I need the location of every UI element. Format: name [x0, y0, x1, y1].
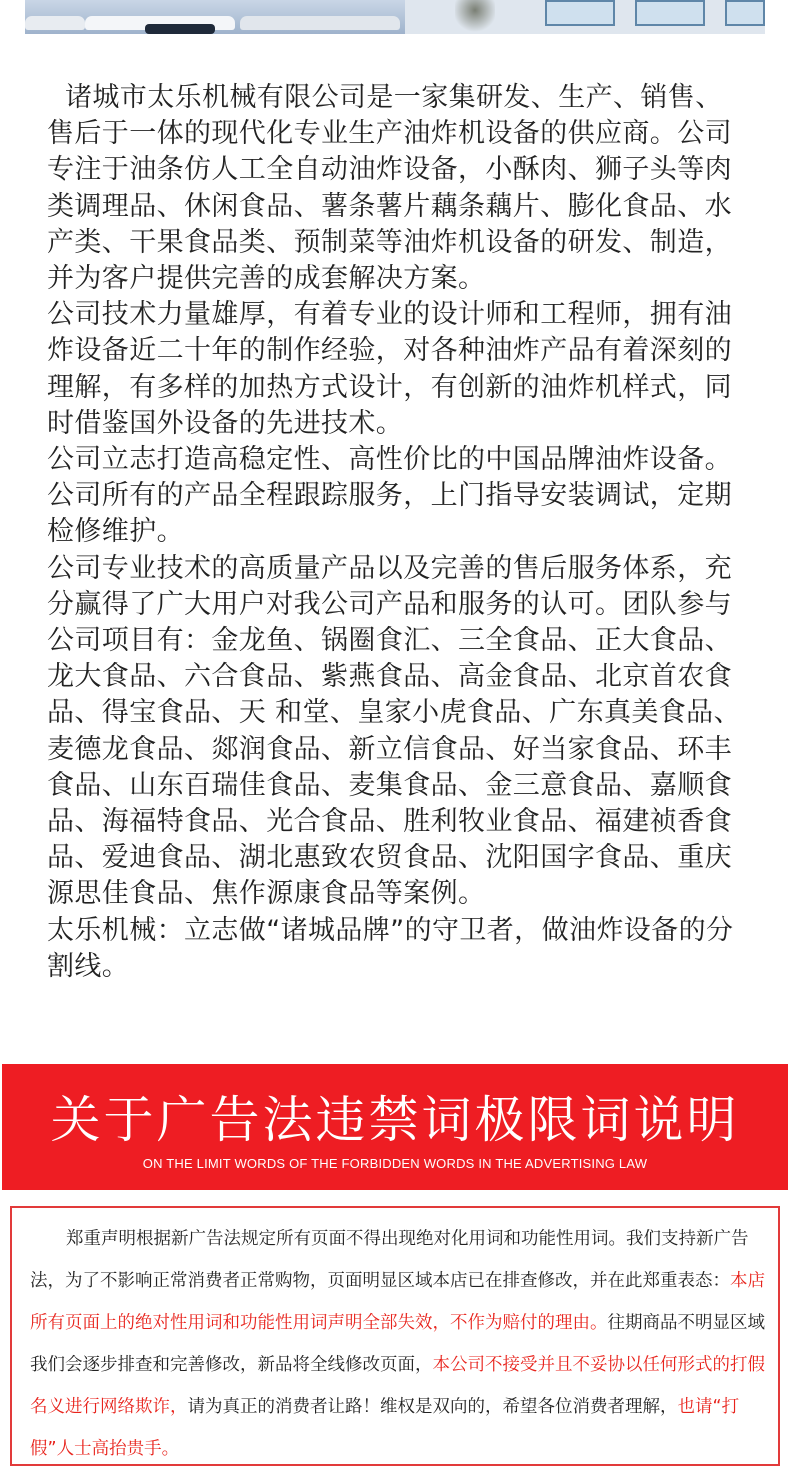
notice-box	[10, 1206, 780, 1466]
company-photo	[25, 0, 765, 34]
technology-paragraph: 公司技术力量雄厚，有着专业的设计师和工程师，拥有油炸设备近二十年的制作经验，对各种油炸产品有着深刻的理解，有多样的加热方式设计，有创新的油炸机样式，同时借鉴国外设备的先进技术。	[47, 299, 732, 439]
advertising-law-banner	[2, 1064, 788, 1190]
parked-car	[25, 16, 85, 30]
notice-statement: 郑重声明根据新广告法规定所有页面不得出现绝对化用词和功能性用词。我们支持新广告法，为了不影响正常消费者正常购物，页面明显区域本店已在排查修改，并在此郑重表态：	[30, 1229, 749, 1291]
banner-subtitle: ON THE LIMIT WORDS OF THE FORBIDDEN WORDS IN THE ADVERTISING LAW	[142, 1156, 648, 1171]
slogan-paragraph: 太乐机械：立志做“诸城品牌”的守卫者，做油炸设备的分割线。	[47, 914, 734, 982]
company-introduction	[47, 80, 747, 985]
clients-paragraph: 公司专业技术的高质量产品以及完善的售后服务体系，充分赢得了广大用户对我公司产品和服务的认可。团队参与公司项目有：金龙鱼、锅圈食汇、三全食品、正大食品、龙大食品、六合食品、紫燕食品、高金食品、北京首农食品、得宝食品、天 和堂、皇家小虎食品、广东真美食品、麦德龙食品、郯润食品、新立信食品、好当家食品、环丰食品、山东百瑞佳食品、麦集食品、金三意食品、嘉顺食品、海福特食品、光合食品、胜利牧业食品、福建祯香食品、爱迪食品、湖北惠致农贸食品、沈阳国字食品、重庆源思佳食品、焦作源康食品等案例。	[47, 552, 741, 910]
notice-text	[30, 1218, 770, 1470]
notice-highlight-request: 也请“打假”人士高抬贵手。	[30, 1397, 740, 1459]
notice-revision: 往期商品不明显区域我们会逐步排查和完善修改，新品将全线修改页面，	[30, 1313, 765, 1375]
intro-paragraph: 诸城市太乐机械有限公司是一家集研发、生产、销售、售后于一体的现代化专业生产油炸机设备的供应商。公司专注于油条仿人工全自动油炸设备，小酥肉、狮子头等肉类调理品、休闲食品、薯条薯片藕条藕片、膨化食品、水产类、干果食品类、预制菜等油炸机设备的研发、制造，并为客户提供完善的成套解决方案。	[47, 82, 732, 295]
building-window	[725, 0, 765, 26]
building-window	[635, 0, 705, 26]
notice-highlight-invalid: 本店所有页面上的绝对性用词和功能性用词声明全部失效，不作为赔付的理由。	[30, 1271, 765, 1333]
building-window	[545, 0, 615, 26]
parked-car	[240, 16, 400, 30]
notice-consumer: 请为真正的消费者让路！维权是双向的，希望各位消费者理解，	[187, 1397, 678, 1417]
banner-title: 关于广告法违禁词极限词说明	[50, 1091, 740, 1149]
tree-shape	[455, 0, 495, 34]
parked-car	[145, 24, 215, 34]
brand-paragraph: 公司立志打造高稳定性、高性价比的中国品牌油炸设备。公司所有的产品全程跟踪服务，上门指导安装调试，定期检修维护。	[47, 444, 732, 548]
notice-highlight-fraud: 本公司不接受并且不妥协以任何形式的打假名义进行网络欺诈，	[30, 1355, 765, 1417]
